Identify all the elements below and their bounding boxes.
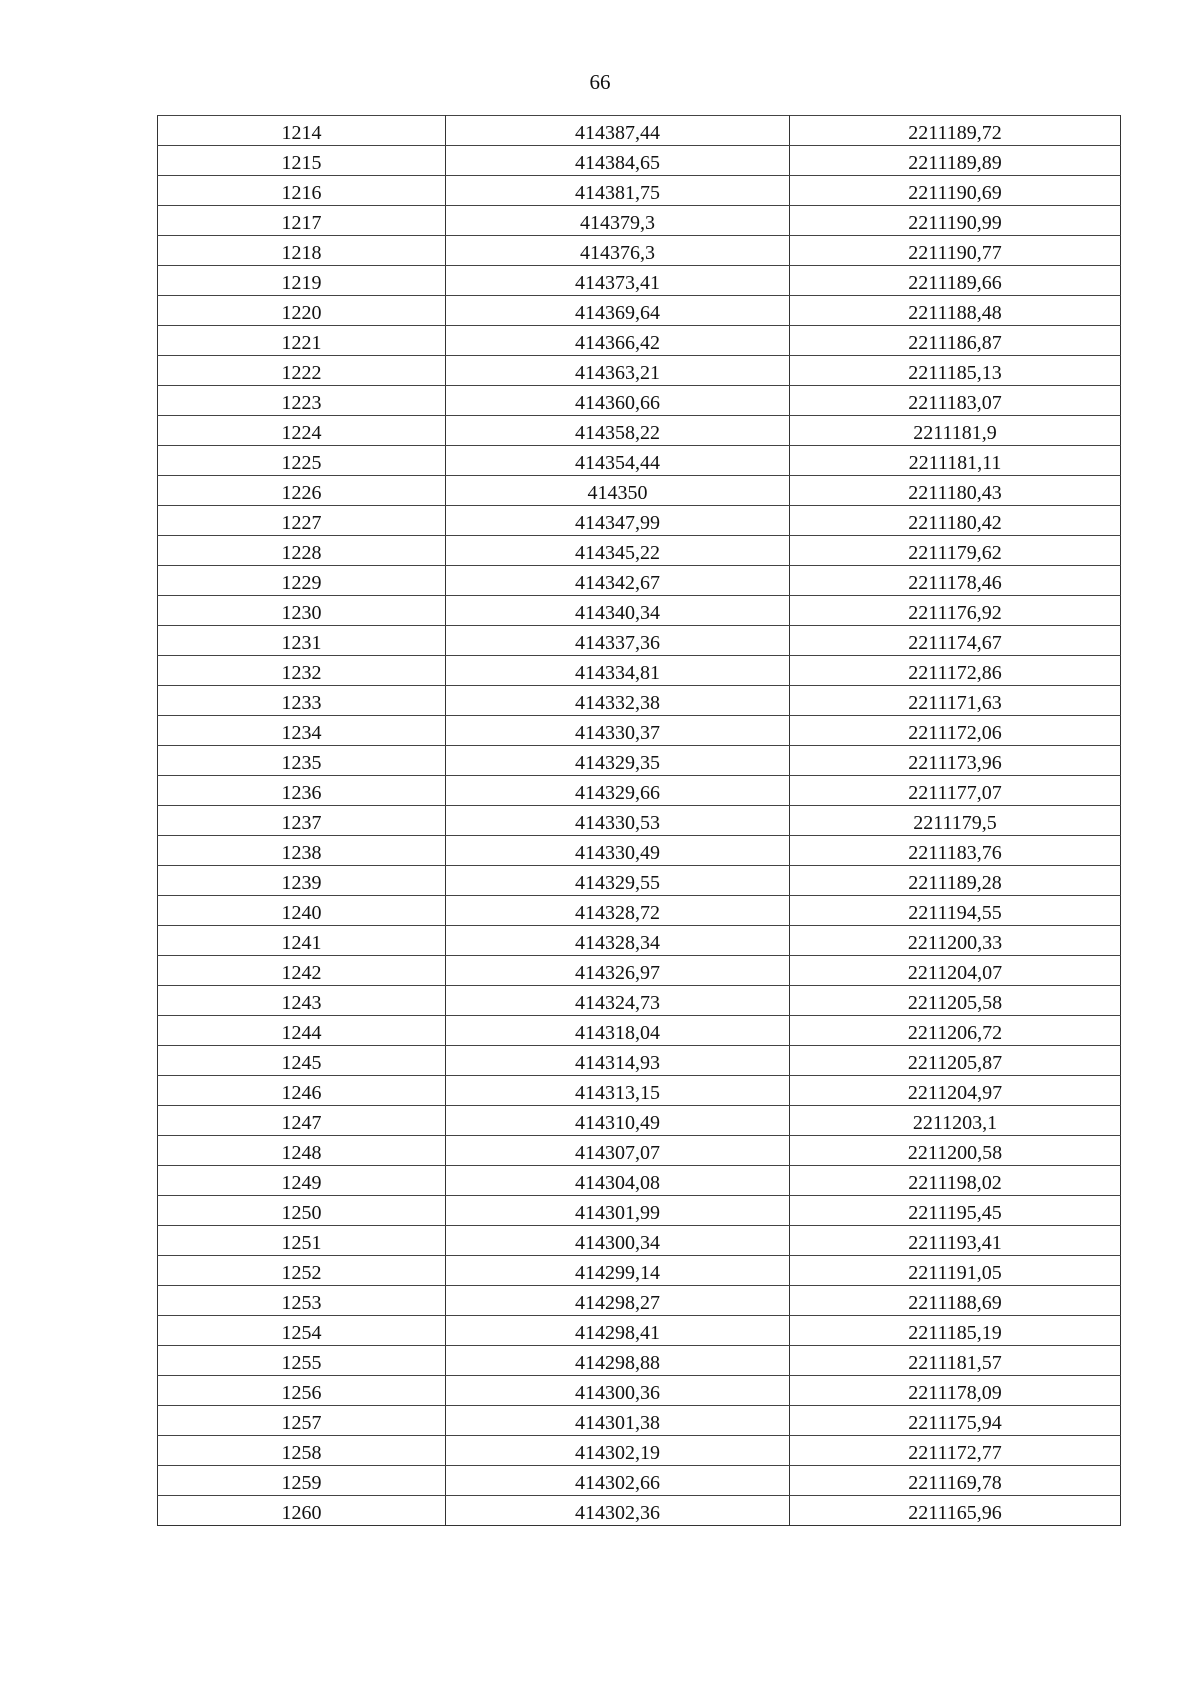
point-number-cell: 1214 xyxy=(158,116,446,146)
table-row xyxy=(158,1226,1121,1256)
point-number-cell: 1238 xyxy=(158,836,446,866)
x-coordinate-cell: 414329,35 xyxy=(446,746,790,776)
point-number-cell: 1240 xyxy=(158,896,446,926)
y-coordinate-cell: 2211205,58 xyxy=(790,986,1121,1016)
y-coordinate-cell: 2211190,99 xyxy=(790,206,1121,236)
table-row xyxy=(158,1046,1121,1076)
table-row xyxy=(158,1466,1121,1496)
table-row xyxy=(158,356,1121,386)
point-number-cell: 1233 xyxy=(158,686,446,716)
point-number-cell: 1218 xyxy=(158,236,446,266)
page-number: 66 xyxy=(589,70,611,94)
point-number-cell: 1230 xyxy=(158,596,446,626)
table-row xyxy=(158,386,1121,416)
table-row xyxy=(158,896,1121,926)
y-coordinate-cell: 2211205,87 xyxy=(790,1046,1121,1076)
x-coordinate-cell: 414301,99 xyxy=(446,1196,790,1226)
point-number-cell: 1235 xyxy=(158,746,446,776)
point-number-cell: 1222 xyxy=(158,356,446,386)
y-coordinate-cell: 2211179,5 xyxy=(790,806,1121,836)
coordinates-table-body xyxy=(158,116,1121,1526)
table-row xyxy=(158,926,1121,956)
point-number-cell: 1232 xyxy=(158,656,446,686)
y-coordinate-cell: 2211185,13 xyxy=(790,356,1121,386)
x-coordinate-cell: 414345,22 xyxy=(446,536,790,566)
x-coordinate-cell: 414326,97 xyxy=(446,956,790,986)
x-coordinate-cell: 414330,37 xyxy=(446,716,790,746)
y-coordinate-cell: 2211203,1 xyxy=(790,1106,1121,1136)
table-row xyxy=(158,1406,1121,1436)
point-number-cell: 1220 xyxy=(158,296,446,326)
y-coordinate-cell: 2211171,63 xyxy=(790,686,1121,716)
table-row xyxy=(158,446,1121,476)
point-number-cell: 1224 xyxy=(158,416,446,446)
x-coordinate-cell: 414299,14 xyxy=(446,1256,790,1286)
point-number-cell: 1257 xyxy=(158,1406,446,1436)
y-coordinate-cell: 2211198,02 xyxy=(790,1166,1121,1196)
point-number-cell: 1243 xyxy=(158,986,446,1016)
y-coordinate-cell: 2211174,67 xyxy=(790,626,1121,656)
table-row xyxy=(158,1346,1121,1376)
y-coordinate-cell: 2211191,05 xyxy=(790,1256,1121,1286)
x-coordinate-cell: 414347,99 xyxy=(446,506,790,536)
table-row xyxy=(158,416,1121,446)
table-row xyxy=(158,776,1121,806)
point-number-cell: 1244 xyxy=(158,1016,446,1046)
point-number-cell: 1229 xyxy=(158,566,446,596)
x-coordinate-cell: 414318,04 xyxy=(446,1016,790,1046)
x-coordinate-cell: 414363,21 xyxy=(446,356,790,386)
y-coordinate-cell: 2211181,11 xyxy=(790,446,1121,476)
x-coordinate-cell: 414302,19 xyxy=(446,1436,790,1466)
point-number-cell: 1237 xyxy=(158,806,446,836)
y-coordinate-cell: 2211188,48 xyxy=(790,296,1121,326)
table-row xyxy=(158,1016,1121,1046)
x-coordinate-cell: 414379,3 xyxy=(446,206,790,236)
point-number-cell: 1260 xyxy=(158,1496,446,1526)
x-coordinate-cell: 414334,81 xyxy=(446,656,790,686)
x-coordinate-cell: 414314,93 xyxy=(446,1046,790,1076)
x-coordinate-cell: 414313,15 xyxy=(446,1076,790,1106)
x-coordinate-cell: 414324,73 xyxy=(446,986,790,1016)
point-number-cell: 1223 xyxy=(158,386,446,416)
point-number-cell: 1225 xyxy=(158,446,446,476)
y-coordinate-cell: 2211172,77 xyxy=(790,1436,1121,1466)
table-row xyxy=(158,536,1121,566)
point-number-cell: 1250 xyxy=(158,1196,446,1226)
table-row xyxy=(158,1286,1121,1316)
point-number-cell: 1216 xyxy=(158,176,446,206)
y-coordinate-cell: 2211172,06 xyxy=(790,716,1121,746)
table-row xyxy=(158,326,1121,356)
x-coordinate-cell: 414384,65 xyxy=(446,146,790,176)
y-coordinate-cell: 2211183,07 xyxy=(790,386,1121,416)
x-coordinate-cell: 414360,66 xyxy=(446,386,790,416)
point-number-cell: 1256 xyxy=(158,1376,446,1406)
x-coordinate-cell: 414332,38 xyxy=(446,686,790,716)
y-coordinate-cell: 2211190,77 xyxy=(790,236,1121,266)
y-coordinate-cell: 2211176,92 xyxy=(790,596,1121,626)
point-number-cell: 1249 xyxy=(158,1166,446,1196)
x-coordinate-cell: 414381,75 xyxy=(446,176,790,206)
table-row xyxy=(158,596,1121,626)
x-coordinate-cell: 414376,3 xyxy=(446,236,790,266)
table-row xyxy=(158,176,1121,206)
table-row xyxy=(158,296,1121,326)
x-coordinate-cell: 414350 xyxy=(446,476,790,506)
y-coordinate-cell: 2211193,41 xyxy=(790,1226,1121,1256)
table-row xyxy=(158,1076,1121,1106)
x-coordinate-cell: 414387,44 xyxy=(446,116,790,146)
y-coordinate-cell: 2211180,43 xyxy=(790,476,1121,506)
table-row xyxy=(158,716,1121,746)
table-row xyxy=(158,1106,1121,1136)
table-row xyxy=(158,956,1121,986)
point-number-cell: 1239 xyxy=(158,866,446,896)
table-row xyxy=(158,1256,1121,1286)
x-coordinate-cell: 414298,41 xyxy=(446,1316,790,1346)
point-number-cell: 1254 xyxy=(158,1316,446,1346)
table-row xyxy=(158,266,1121,296)
y-coordinate-cell: 2211185,19 xyxy=(790,1316,1121,1346)
point-number-cell: 1259 xyxy=(158,1466,446,1496)
y-coordinate-cell: 2211189,72 xyxy=(790,116,1121,146)
x-coordinate-cell: 414358,22 xyxy=(446,416,790,446)
point-number-cell: 1217 xyxy=(158,206,446,236)
y-coordinate-cell: 2211172,86 xyxy=(790,656,1121,686)
x-coordinate-cell: 414354,44 xyxy=(446,446,790,476)
point-number-cell: 1246 xyxy=(158,1076,446,1106)
point-number-cell: 1236 xyxy=(158,776,446,806)
y-coordinate-cell: 2211200,58 xyxy=(790,1136,1121,1166)
point-number-cell: 1227 xyxy=(158,506,446,536)
table-row xyxy=(158,566,1121,596)
table-row xyxy=(158,1136,1121,1166)
point-number-cell: 1245 xyxy=(158,1046,446,1076)
x-coordinate-cell: 414329,66 xyxy=(446,776,790,806)
x-coordinate-cell: 414330,49 xyxy=(446,836,790,866)
x-coordinate-cell: 414330,53 xyxy=(446,806,790,836)
y-coordinate-cell: 2211175,94 xyxy=(790,1406,1121,1436)
table-row xyxy=(158,866,1121,896)
y-coordinate-cell: 2211189,28 xyxy=(790,866,1121,896)
table-row xyxy=(158,1496,1121,1526)
x-coordinate-cell: 414300,34 xyxy=(446,1226,790,1256)
x-coordinate-cell: 414337,36 xyxy=(446,626,790,656)
y-coordinate-cell: 2211165,96 xyxy=(790,1496,1121,1526)
y-coordinate-cell: 2211204,07 xyxy=(790,956,1121,986)
point-number-cell: 1231 xyxy=(158,626,446,656)
x-coordinate-cell: 414307,07 xyxy=(446,1136,790,1166)
x-coordinate-cell: 414328,34 xyxy=(446,926,790,956)
x-coordinate-cell: 414298,88 xyxy=(446,1346,790,1376)
point-number-cell: 1255 xyxy=(158,1346,446,1376)
x-coordinate-cell: 414373,41 xyxy=(446,266,790,296)
point-number-cell: 1252 xyxy=(158,1256,446,1286)
point-number-cell: 1226 xyxy=(158,476,446,506)
y-coordinate-cell: 2211189,89 xyxy=(790,146,1121,176)
point-number-cell: 1253 xyxy=(158,1286,446,1316)
y-coordinate-cell: 2211200,33 xyxy=(790,926,1121,956)
point-number-cell: 1251 xyxy=(158,1226,446,1256)
table-row xyxy=(158,1316,1121,1346)
table-row xyxy=(158,1166,1121,1196)
x-coordinate-cell: 414304,08 xyxy=(446,1166,790,1196)
table-row xyxy=(158,1436,1121,1466)
y-coordinate-cell: 2211183,76 xyxy=(790,836,1121,866)
y-coordinate-cell: 2211178,09 xyxy=(790,1376,1121,1406)
y-coordinate-cell: 2211189,66 xyxy=(790,266,1121,296)
y-coordinate-cell: 2211194,55 xyxy=(790,896,1121,926)
y-coordinate-cell: 2211190,69 xyxy=(790,176,1121,206)
table-row xyxy=(158,746,1121,776)
y-coordinate-cell: 2211169,78 xyxy=(790,1466,1121,1496)
table-row xyxy=(158,656,1121,686)
table-row xyxy=(158,206,1121,236)
table-row xyxy=(158,146,1121,176)
y-coordinate-cell: 2211177,07 xyxy=(790,776,1121,806)
point-number-cell: 1234 xyxy=(158,716,446,746)
x-coordinate-cell: 414369,64 xyxy=(446,296,790,326)
x-coordinate-cell: 414302,66 xyxy=(446,1466,790,1496)
table-row xyxy=(158,626,1121,656)
point-number-cell: 1215 xyxy=(158,146,446,176)
y-coordinate-cell: 2211173,96 xyxy=(790,746,1121,776)
table-row xyxy=(158,1376,1121,1406)
y-coordinate-cell: 2211179,62 xyxy=(790,536,1121,566)
y-coordinate-cell: 2211186,87 xyxy=(790,326,1121,356)
y-coordinate-cell: 2211188,69 xyxy=(790,1286,1121,1316)
x-coordinate-cell: 414301,38 xyxy=(446,1406,790,1436)
table-row xyxy=(158,236,1121,266)
y-coordinate-cell: 2211206,72 xyxy=(790,1016,1121,1046)
x-coordinate-cell: 414340,34 xyxy=(446,596,790,626)
table-row xyxy=(158,506,1121,536)
x-coordinate-cell: 414310,49 xyxy=(446,1106,790,1136)
x-coordinate-cell: 414300,36 xyxy=(446,1376,790,1406)
point-number-cell: 1258 xyxy=(158,1436,446,1466)
x-coordinate-cell: 414329,55 xyxy=(446,866,790,896)
x-coordinate-cell: 414366,42 xyxy=(446,326,790,356)
table-row xyxy=(158,116,1121,146)
point-number-cell: 1247 xyxy=(158,1106,446,1136)
table-row xyxy=(158,686,1121,716)
y-coordinate-cell: 2211180,42 xyxy=(790,506,1121,536)
table-row xyxy=(158,476,1121,506)
y-coordinate-cell: 2211195,45 xyxy=(790,1196,1121,1226)
y-coordinate-cell: 2211178,46 xyxy=(790,566,1121,596)
y-coordinate-cell: 2211181,9 xyxy=(790,416,1121,446)
point-number-cell: 1241 xyxy=(158,926,446,956)
point-number-cell: 1228 xyxy=(158,536,446,566)
y-coordinate-cell: 2211204,97 xyxy=(790,1076,1121,1106)
point-number-cell: 1221 xyxy=(158,326,446,356)
x-coordinate-cell: 414302,36 xyxy=(446,1496,790,1526)
point-number-cell: 1219 xyxy=(158,266,446,296)
x-coordinate-cell: 414342,67 xyxy=(446,566,790,596)
table-row xyxy=(158,986,1121,1016)
point-number-cell: 1248 xyxy=(158,1136,446,1166)
table-row xyxy=(158,836,1121,866)
y-coordinate-cell: 2211181,57 xyxy=(790,1346,1121,1376)
x-coordinate-cell: 414328,72 xyxy=(446,896,790,926)
table-row xyxy=(158,1196,1121,1226)
coordinates-table xyxy=(157,115,1121,1526)
table-row xyxy=(158,806,1121,836)
point-number-cell: 1242 xyxy=(158,956,446,986)
x-coordinate-cell: 414298,27 xyxy=(446,1286,790,1316)
